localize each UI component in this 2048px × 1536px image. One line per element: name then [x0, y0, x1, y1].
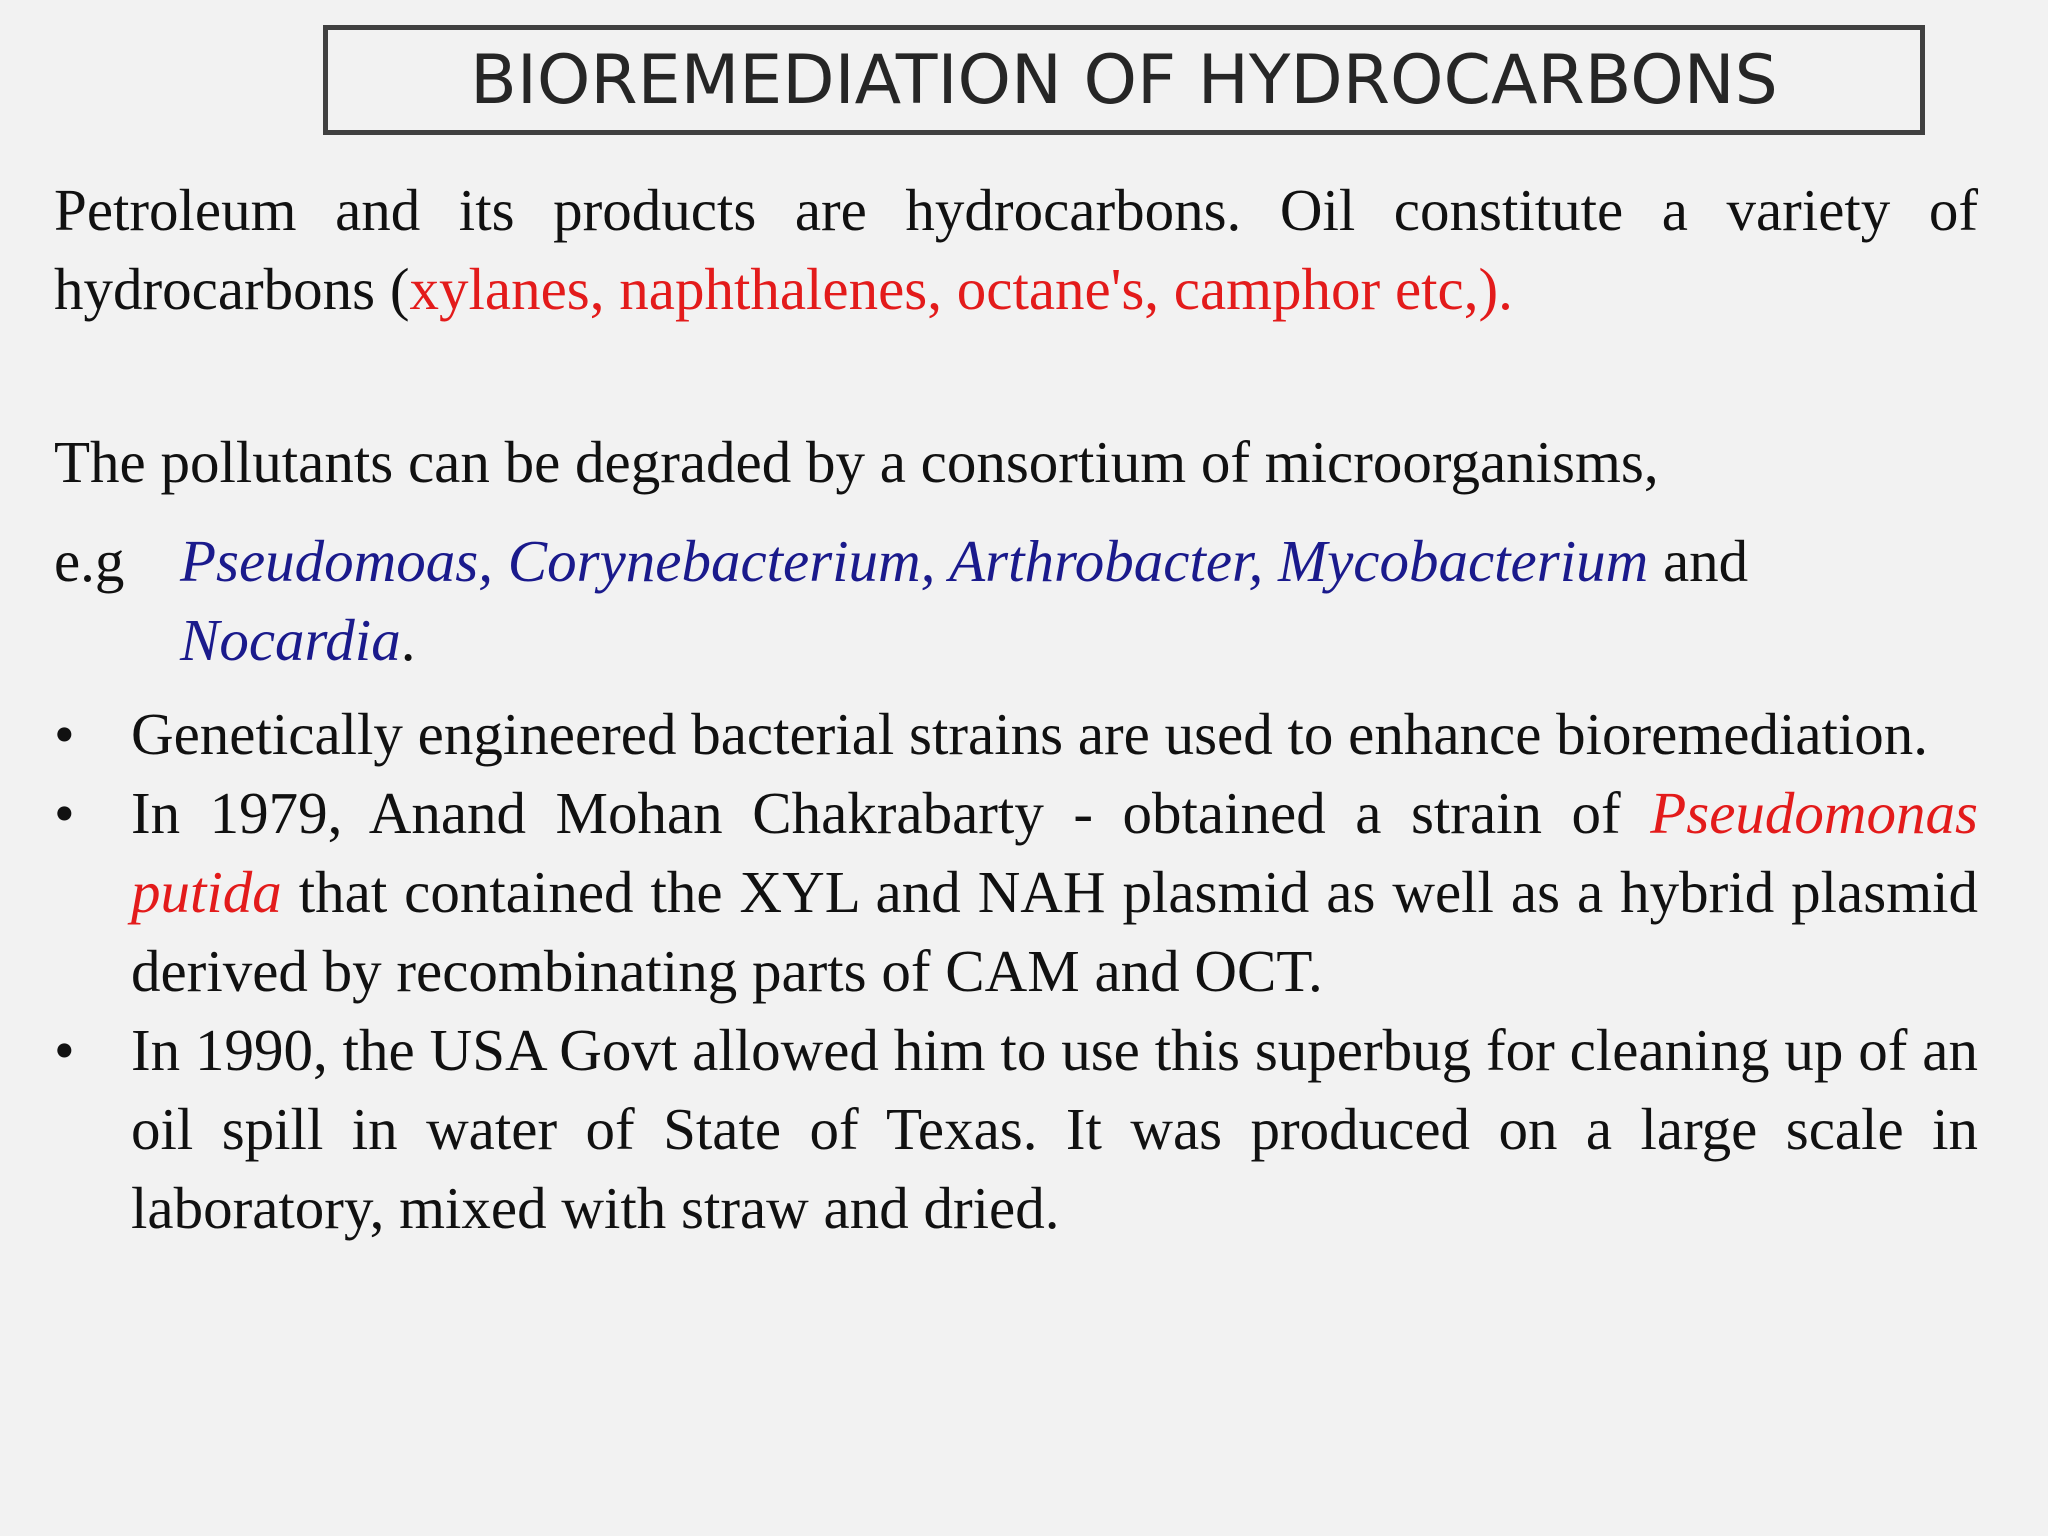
bullet-icon: • — [54, 1017, 75, 1083]
bullet-2-text-b: that contained the XYL and NAH plasmid as well as a hybrid plasmid derived by recombinating parts of CAM and OCT. — [131, 859, 1978, 1004]
examples-conjunction: and — [1648, 528, 1749, 594]
bullet-2-text-a: In 1979, Anand Mohan Chakrabarty - obtained a strain of — [131, 780, 1651, 846]
bullet-2-organism: Pseudomonas putida — [131, 780, 1978, 925]
slide-title-text: BIOREMEDIATION OF HYDROCARBONS — [470, 40, 1778, 120]
intro-text: Petroleum and its products are hydrocarbons. Oil constitute a variety of hydrocarbons ( — [54, 177, 1978, 322]
examples-organisms-line — [180, 522, 1978, 601]
examples-end: . — [400, 607, 416, 673]
pollutants-text: The pollutants can be degraded by a consortium of microorganisms, — [54, 429, 1659, 495]
list-item — [54, 695, 1978, 774]
bullet-icon: • — [54, 780, 75, 846]
hydrocarbon-examples: xylanes, naphthalenes, octane's, camphor etc,). — [409, 256, 1513, 322]
examples-line-2 — [54, 601, 1978, 680]
bullet-icon: • — [54, 701, 75, 767]
list-item — [54, 774, 1978, 1011]
bullet-list — [54, 695, 1978, 1248]
intro-paragraph — [54, 171, 1978, 329]
examples-line-1 — [54, 522, 1978, 601]
bullet-text-3: In 1990, the USA Govt allowed him to use this superbug for cleaning up of an oil spill in water of State of Texas. It was produced on a large scale in laboratory, mixed with straw and dried. — [131, 1017, 1978, 1241]
organism-list-1: Pseudomoas, Corynebacterium, Arthrobacter, Mycobacterium — [180, 528, 1649, 594]
examples-paragraph — [54, 522, 1978, 680]
slide-title — [323, 25, 1925, 135]
examples-label: e.g — [54, 528, 125, 594]
pollutants-paragraph — [54, 423, 1978, 502]
bullet-text-2 — [131, 774, 1978, 1011]
list-item — [54, 1011, 1978, 1248]
organism-list-2: Nocardia — [180, 607, 401, 673]
bullet-text-1: Genetically engineered bacterial strains are used to enhance bioremediation. — [131, 701, 1929, 767]
